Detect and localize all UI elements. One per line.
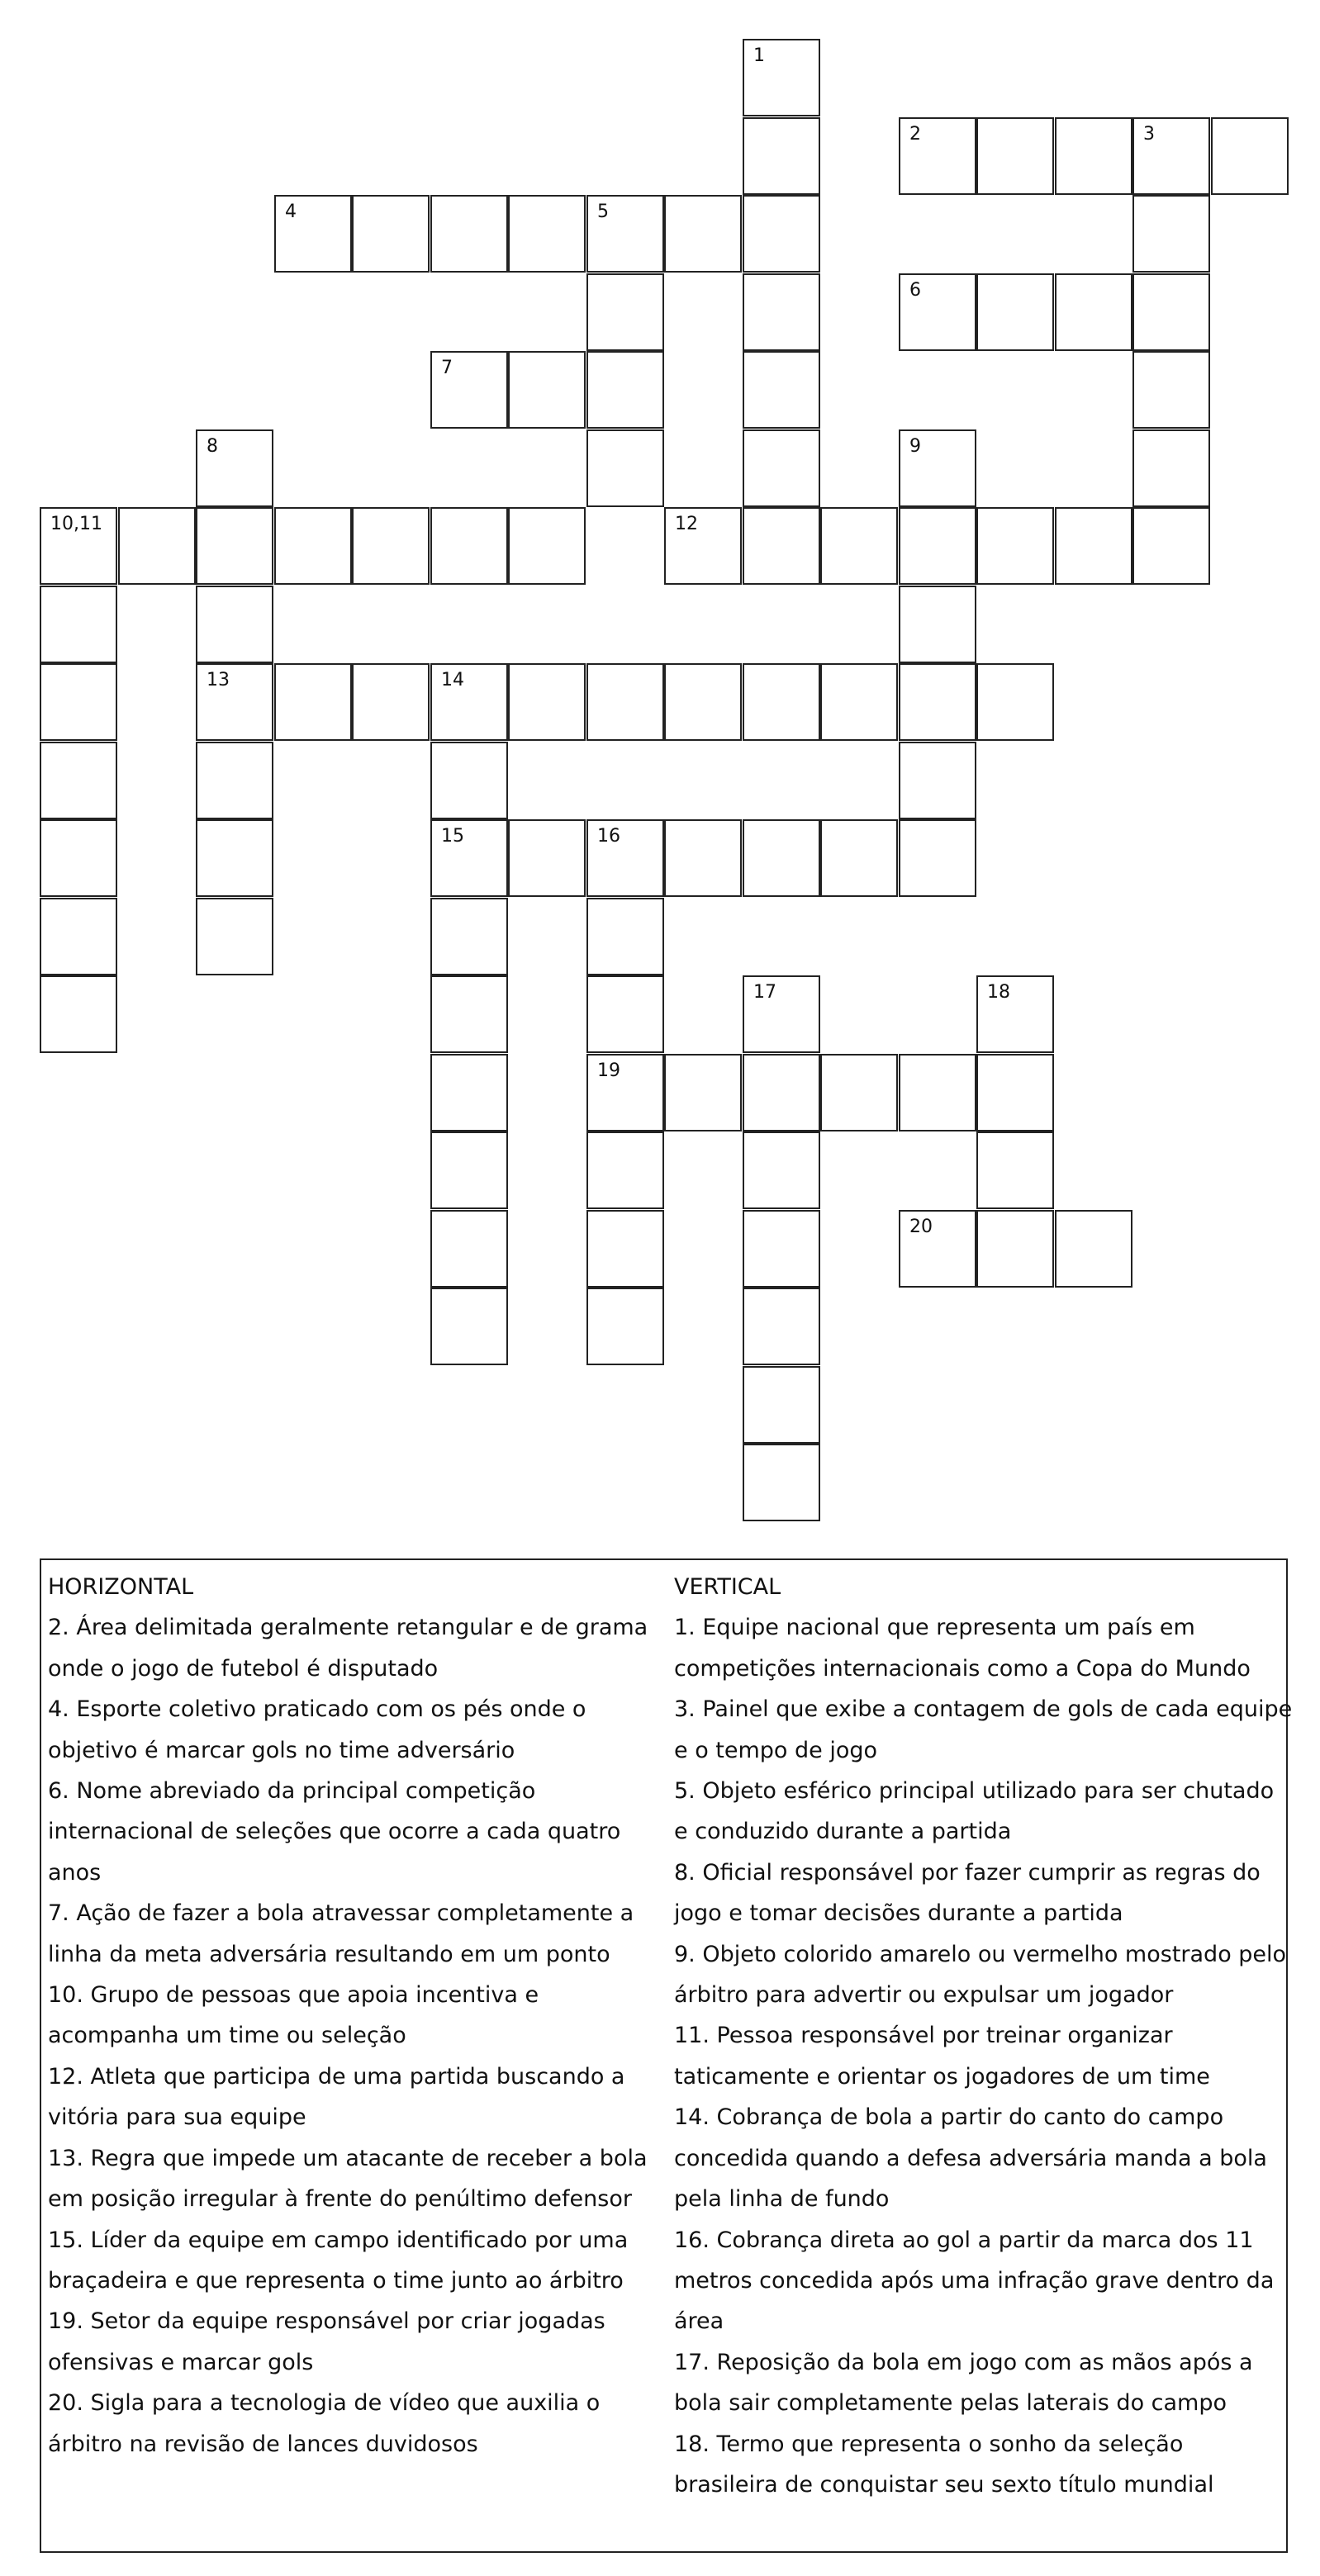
clue-line: competições internacionais como a Copa do Mundo <box>674 1655 1251 1682</box>
crossword-cell[interactable] <box>430 975 508 1053</box>
clue-number: 20 <box>909 1217 933 1237</box>
crossword-cell[interactable] <box>40 898 117 975</box>
clue-number: 12 <box>675 514 698 534</box>
crossword-cell[interactable] <box>586 975 664 1053</box>
crossword-cell[interactable] <box>586 273 664 351</box>
clues-panel <box>40 1558 1293 2553</box>
crossword-cell[interactable] <box>743 1054 820 1131</box>
clue-line: pela linha de fundo <box>674 2186 890 2213</box>
clue-line: onde o jogo de futebol é disputado <box>48 1655 439 1682</box>
clue-line: brasileira de conquistar seu sexto título mundial <box>674 2471 1214 2498</box>
crossword-cell[interactable] <box>586 429 664 507</box>
vertical-clues-heading: VERTICAL <box>674 1574 781 1600</box>
crossword-cell[interactable] <box>1055 117 1132 195</box>
crossword-cell[interactable] <box>664 663 742 741</box>
crossword-cell[interactable] <box>899 663 976 741</box>
clue-number: 14 <box>441 670 464 690</box>
crossword-cell[interactable] <box>274 663 352 741</box>
crossword-cell[interactable] <box>430 1210 508 1288</box>
crossword-cell[interactable] <box>40 975 117 1053</box>
crossword-cell[interactable] <box>430 1054 508 1131</box>
crossword-cell[interactable] <box>899 507 976 585</box>
crossword-cell[interactable] <box>586 1210 664 1288</box>
clue-line: jogo e tomar decisões durante a partida <box>674 1900 1123 1927</box>
crossword-cell[interactable] <box>820 663 898 741</box>
crossword-cell[interactable] <box>664 819 742 897</box>
clue-line: 14. Cobrança de bola a partir do canto do campo <box>674 2104 1224 2131</box>
crossword-cell[interactable] <box>586 898 664 975</box>
clue-line: metros concedida após uma infração grave dentro da <box>674 2267 1275 2294</box>
clue-number: 4 <box>285 202 297 222</box>
clue-line: linha da meta adversária resultando em um ponto <box>48 1941 610 1967</box>
crossword-cell[interactable] <box>1055 507 1132 585</box>
clue-number: 5 <box>597 202 609 222</box>
crossword-cell[interactable] <box>743 975 820 1053</box>
crossword-cell[interactable] <box>430 507 508 585</box>
clue-line: 8. Oficial responsável por fazer cumprir as regras do <box>674 1859 1261 1886</box>
crossword-cell[interactable] <box>430 195 508 273</box>
crossword-cell[interactable] <box>899 117 976 195</box>
crossword-cell[interactable] <box>586 351 664 429</box>
clue-line: 13. Regra que impede um atacante de receber a bola <box>48 2145 648 2171</box>
crossword-cell[interactable] <box>196 819 273 897</box>
crossword-cell[interactable] <box>430 1131 508 1209</box>
crossword-cell[interactable] <box>430 898 508 975</box>
crossword-cell[interactable] <box>1132 117 1210 195</box>
crossword-cell[interactable] <box>820 507 898 585</box>
clue-line: 19. Setor da equipe responsável por criar jogadas <box>48 2308 605 2335</box>
clue-number: 17 <box>753 982 776 1003</box>
clue-line: 2. Área delimitada geralmente retangular e de grama <box>48 1615 648 1641</box>
crossword-cell[interactable] <box>664 507 742 585</box>
crossword-cell[interactable] <box>430 351 508 429</box>
horizontal-clues-column <box>48 1567 677 2465</box>
crossword-cell[interactable] <box>196 507 273 585</box>
crossword-cell[interactable] <box>976 117 1054 195</box>
crossword-cell[interactable] <box>508 663 586 741</box>
crossword-cell[interactable] <box>899 586 976 663</box>
crossword-cell[interactable] <box>743 1366 820 1444</box>
crossword-cell[interactable] <box>508 195 586 273</box>
clue-line: ofensivas e marcar gols <box>48 2349 314 2375</box>
clue-number: 7 <box>441 358 453 378</box>
crossword-cell[interactable] <box>1132 273 1210 351</box>
crossword-cell[interactable] <box>430 663 508 741</box>
crossword-cell[interactable] <box>196 742 273 819</box>
crossword-cell[interactable] <box>508 351 586 429</box>
crossword-cell[interactable] <box>430 819 508 897</box>
clue-line: área <box>674 2308 724 2335</box>
clue-line: árbitro para advertir ou expulsar um jogador <box>674 1982 1174 2009</box>
clue-line: 16. Cobrança direta ao gol a partir da marca dos 11 <box>674 2227 1254 2253</box>
crossword-cell[interactable] <box>586 1131 664 1209</box>
crossword-cell[interactable] <box>899 1054 976 1131</box>
clue-line: 17. Reposição da bola em jogo com as mãos após a <box>674 2349 1253 2375</box>
crossword-cell[interactable] <box>586 663 664 741</box>
crossword-cell[interactable] <box>743 663 820 741</box>
crossword-cell[interactable] <box>1132 195 1210 273</box>
clue-line: 11. Pessoa responsável por treinar organizar <box>674 2023 1173 2049</box>
crossword-cell[interactable] <box>976 273 1054 351</box>
crossword-cell[interactable] <box>586 1054 664 1131</box>
crossword-cell[interactable] <box>743 195 820 273</box>
crossword-cell[interactable] <box>40 586 117 663</box>
crossword-cell[interactable] <box>1055 273 1132 351</box>
crossword-cell[interactable] <box>820 1054 898 1131</box>
crossword-cell[interactable] <box>586 819 664 897</box>
crossword-cell[interactable] <box>664 195 742 273</box>
crossword-cell[interactable] <box>586 195 664 273</box>
clue-line: 20. Sigla para a tecnologia de vídeo que auxilia o <box>48 2390 601 2417</box>
clue-line: anos <box>48 1859 102 1886</box>
crossword-cell[interactable] <box>899 819 976 897</box>
crossword-cell[interactable] <box>430 1288 508 1365</box>
clue-line: objetivo é marcar gols no time adversário <box>48 1737 515 1763</box>
clue-line: 5. Objeto esférico principal utilizado para ser chutado <box>674 1778 1275 1805</box>
crossword-cell[interactable] <box>743 1131 820 1209</box>
clue-line: 15. Líder da equipe em campo identificado por uma <box>48 2227 629 2253</box>
crossword-cell[interactable] <box>1132 507 1210 585</box>
crossword-cell[interactable] <box>586 1288 664 1365</box>
crossword-cell[interactable] <box>196 429 273 507</box>
horizontal-clues-heading: HORIZONTAL <box>48 1574 194 1600</box>
clue-number: 9 <box>909 436 921 457</box>
crossword-cell[interactable] <box>40 742 117 819</box>
crossword-cell[interactable] <box>1132 351 1210 429</box>
crossword-cell[interactable] <box>976 1210 1054 1288</box>
crossword-cell[interactable] <box>508 819 586 897</box>
clue-line: em posição irregular à frente do penúltimo defensor <box>48 2186 632 2213</box>
crossword-cell[interactable] <box>352 507 430 585</box>
crossword-cell[interactable] <box>976 507 1054 585</box>
crossword-cell[interactable] <box>196 663 273 741</box>
crossword-cell[interactable] <box>743 351 820 429</box>
clue-line: internacional de seleções que ocorre a cada quatro <box>48 1819 621 1845</box>
crossword-cell[interactable] <box>196 586 273 663</box>
clue-number: 6 <box>909 280 921 301</box>
crossword-cell[interactable] <box>196 898 273 975</box>
clue-number: 8 <box>207 436 218 457</box>
crossword-cell[interactable] <box>1132 429 1210 507</box>
crossword-cell[interactable] <box>976 1131 1054 1209</box>
clue-line: taticamente e orientar os jogadores de um time <box>674 2063 1210 2090</box>
crossword-cell[interactable] <box>1211 117 1289 195</box>
crossword-cell[interactable] <box>664 1054 742 1131</box>
crossword-cell[interactable] <box>743 507 820 585</box>
clue-number: 15 <box>441 826 464 847</box>
crossword-cell[interactable] <box>40 663 117 741</box>
crossword-cell[interactable] <box>899 273 976 351</box>
crossword-cell[interactable] <box>508 507 586 585</box>
clue-number: 1 <box>753 45 765 66</box>
clue-line: concedida quando a defesa adversária manda a bola <box>674 2145 1267 2171</box>
clue-line: bola sair completamente pelas laterais do campo <box>674 2390 1227 2417</box>
clue-line: acompanha um time ou seleção <box>48 2023 406 2049</box>
crossword-cell[interactable] <box>118 507 196 585</box>
crossword-cell[interactable] <box>820 819 898 897</box>
clue-line: 12. Atleta que participa de uma partida buscando a <box>48 2063 625 2090</box>
clue-number: 3 <box>1143 124 1155 145</box>
crossword-cell[interactable] <box>743 1444 820 1521</box>
crossword-cell[interactable] <box>976 975 1054 1053</box>
crossword-cell[interactable] <box>743 1210 820 1288</box>
crossword-cell[interactable] <box>743 39 820 116</box>
clue-line: 1. Equipe nacional que representa um país em <box>674 1615 1195 1641</box>
clue-number: 2 <box>909 124 921 145</box>
clue-number: 10,11 <box>50 514 102 534</box>
clue-line: 10. Grupo de pessoas que apoia incentiva e <box>48 1982 539 2009</box>
vertical-clues-list <box>674 1607 1293 2505</box>
crossword-cell[interactable] <box>743 429 820 507</box>
clue-line: 18. Termo que representa o sonho da seleção <box>674 2431 1184 2457</box>
crossword-cell[interactable] <box>899 429 976 507</box>
clue-line: árbitro na revisão de lances duvidosos <box>48 2431 478 2457</box>
crossword-cell[interactable] <box>352 195 430 273</box>
clue-number: 18 <box>987 982 1010 1003</box>
crossword-cell[interactable] <box>899 1210 976 1288</box>
crossword-cell[interactable] <box>352 663 430 741</box>
crossword-cell[interactable] <box>430 742 508 819</box>
horizontal-clues-list <box>48 1607 677 2465</box>
crossword-cell[interactable] <box>743 117 820 195</box>
clue-line: vitória para sua equipe <box>48 2104 306 2131</box>
clue-line: 3. Painel que exibe a contagem de gols de cada equipe <box>674 1696 1293 1723</box>
crossword-cell[interactable] <box>1055 1210 1132 1288</box>
clue-number: 16 <box>597 826 620 847</box>
clue-line: 6. Nome abreviado da principal competição <box>48 1778 536 1805</box>
crossword-cell[interactable] <box>899 742 976 819</box>
clue-line: braçadeira e que representa o time junto ao árbitro <box>48 2267 624 2294</box>
clue-line: e conduzido durante a partida <box>674 1819 1012 1845</box>
crossword-cell[interactable] <box>274 507 352 585</box>
clue-line: 9. Objeto colorido amarelo ou vermelho mostrado pelo <box>674 1941 1287 1967</box>
crossword-cell[interactable] <box>976 663 1054 741</box>
crossword-cell[interactable] <box>976 1054 1054 1131</box>
clue-number: 19 <box>597 1060 620 1081</box>
crossword-cell[interactable] <box>40 819 117 897</box>
crossword-cell[interactable] <box>743 819 820 897</box>
clue-line: 7. Ação de fazer a bola atravessar completamente a <box>48 1900 634 1927</box>
clue-number: 13 <box>207 670 230 690</box>
crossword-cell[interactable] <box>274 195 352 273</box>
clue-line: e o tempo de jogo <box>674 1737 878 1763</box>
crossword-cell[interactable] <box>743 273 820 351</box>
clue-line: 4. Esporte coletivo praticado com os pés onde o <box>48 1696 586 1723</box>
crossword-cell[interactable] <box>40 507 117 585</box>
vertical-clues-column <box>674 1567 1293 2505</box>
crossword-cell[interactable] <box>743 1288 820 1365</box>
